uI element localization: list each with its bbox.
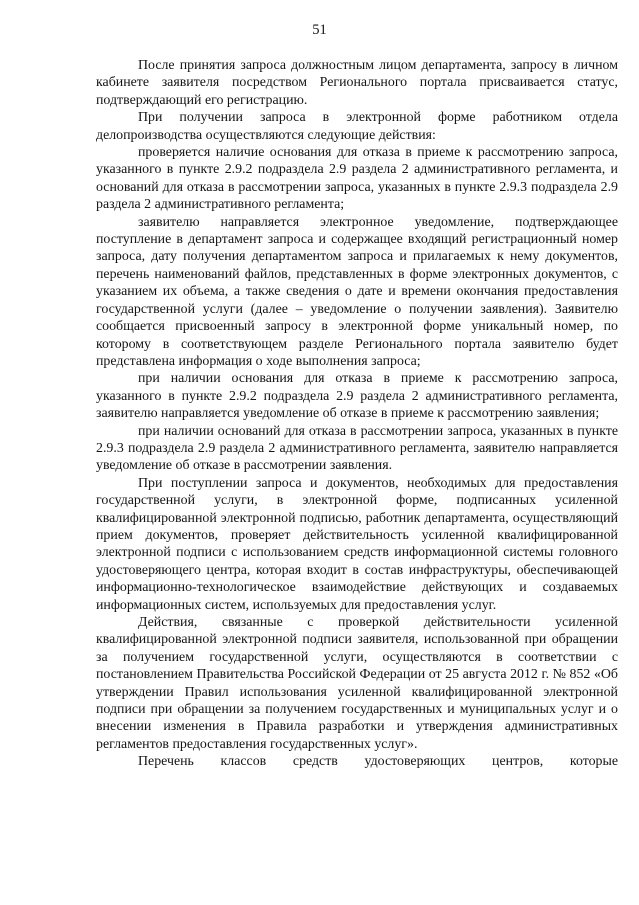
paragraph-refusal-acceptance: при наличии основания для отказа в приеме к рассмотрению запроса, указанного в пункте 2.9.2 подраздела 2.9 раздела 2 административного регламента, заявителю направляется уведомление об отказе в приеме к рассмотрению заявления;	[96, 371, 618, 422]
paragraph-electronic-notification: заявителю направляется электронное уведомление, подтверждающее поступление в департамент запроса и содержащее входящий регистрационный номер запроса, дату получения департаментом запроса и прилагаемых к нему документов, перечень наименований файлов, представленных в форме электронных документов, с указанием их объема, а также сведения о дате и времени окончания предоставления государственной услуги (далее – уведомление о получении заявления). Заявителю сообщается присвоенный запросу в электронной форме уникальный номер, по которому в соответствующем разделе Регионального портала заявителю будет представлена информация о ходе выполнения запроса;	[96, 214, 618, 369]
document-body	[96, 57, 618, 771]
paragraph-electronic-request-actions: При получении запроса в электронной форме работником отдела делопроизводства осуществляются следующие действия:	[96, 110, 618, 143]
paragraph-signature-verification: При поступлении запроса и документов, необходимых для предоставления государственной услуги, в электронной форме, подписанных усиленной квалифицированной электронной подписью, работник департамента, осуществляющий прием документов, проверяет действительность усиленной квалифицированной электронной подписи с использованием средств информационной системы головного удостоверяющего центра, которая входит в состав инфраструктуры, обеспечивающей информационно-технологическое взаимодействие действующих и создаваемых информационных систем, используемых для предоставления услуг.	[96, 475, 618, 613]
page-number: 51	[312, 22, 327, 38]
paragraph-certification-classes: Перечень классов средств удостоверяющих центров, которые	[138, 754, 618, 770]
paragraph-registration-status: После принятия запроса должностным лицом департамента, запросу в личном кабинете заявителя посредством Регионального портала присваивается статус, подтверждающий его регистрацию.	[96, 58, 618, 108]
paragraph-check-grounds: проверяется наличие основания для отказа в приеме к рассмотрению запроса, указанного в пункте 2.9.2 подраздела 2.9 раздела 2 административного регламента, и оснований для отказа в рассмотрении запроса, указанных в пункте 2.9.3 подраздела 2.9 раздела 2 административного регламента;	[96, 145, 618, 213]
paragraph-verification-actions: Действия, связанные с проверкой действительности усиленной квалифицированной электронной подписи заявителя, использованной при обращении за получением государственной услуги, осуществляются в соответствии с постановлением Правительства Российской Федерации от 25 августа 2012 г. № 852 «Об утверждении Правил использования усиленной квалифицированной электронной подписи при обращении за получением государственных и муниципальных услуг и о внесении изменения в Правила разработки и утверждения административных регламентов предоставления государственных услуг».	[96, 615, 618, 752]
paragraph-refusal-consideration: при наличии оснований для отказа в рассмотрении запроса, указанных в пункте 2.9.3 подраздела 2.9 раздела 2 административного регламента, заявителю направляется уведомление об отказе в рассмотрении заявления.	[96, 423, 618, 474]
